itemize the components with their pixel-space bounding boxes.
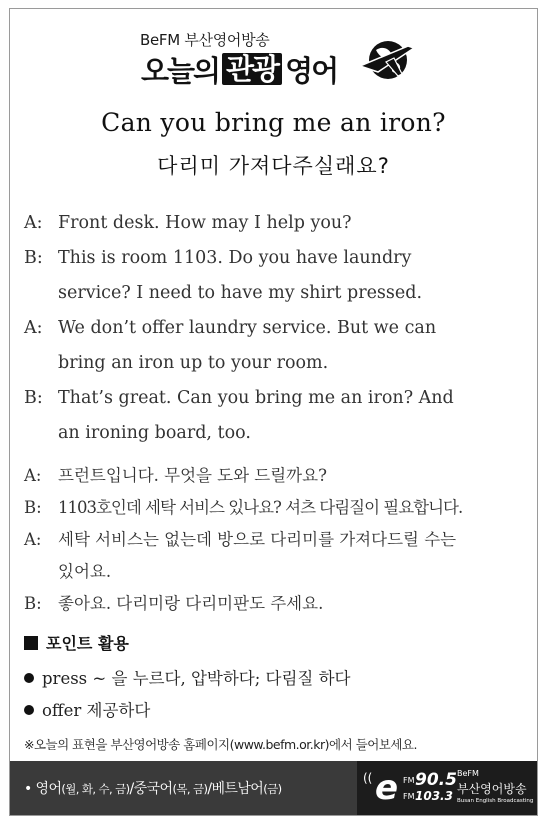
- title-english: Can you bring me an iron?: [101, 108, 446, 137]
- point-item-text: offer 제공하다: [42, 701, 151, 720]
- dialogue-english: [24, 206, 524, 451]
- station-logo: [357, 761, 537, 815]
- point-item: [24, 665, 350, 689]
- speaker-label: B:: [24, 498, 42, 517]
- point-item: [24, 697, 150, 721]
- logo-station-name: BeFM 부산영어방송: [140, 31, 270, 49]
- dialogue-text: That’s great. Can you bring me an iron? And: [58, 388, 454, 408]
- speaker-label: A:: [24, 530, 42, 549]
- logo-station-english: Busan English Broadcasting: [457, 798, 534, 804]
- point-item-text: press ~ 을 누르다, 압박하다; 다림질 하다: [42, 669, 351, 688]
- logo-title-post: 영어: [285, 53, 338, 88]
- dialogue-text: 세탁 서비스는 없는데 방으로 다리미를 가져다드릴 수는: [58, 530, 457, 549]
- broadcast-schedule: [10, 778, 357, 798]
- dialogue-continuation: 있어요.: [58, 562, 112, 581]
- lang-english: 영어: [35, 781, 62, 797]
- dialogue-text: We don’t offer laundry service. But we can: [58, 318, 437, 338]
- fm-label: FM: [403, 792, 415, 801]
- points-heading-text: 포인트 활용: [46, 634, 129, 653]
- bullet-dot-icon: [24, 673, 34, 683]
- dialogue-continuation: an ironing board, too.: [58, 423, 251, 443]
- dialogue-continuation: bring an iron up to your room.: [58, 353, 329, 373]
- separator: /: [207, 781, 212, 797]
- dialogue-text: Front desk. How may I help you?: [58, 213, 352, 233]
- square-bullet-icon: [24, 636, 38, 650]
- logo-title: [141, 50, 337, 88]
- globe-airplane-icon: [358, 36, 418, 84]
- footer-bullet: •: [24, 781, 32, 797]
- dialogue-line: [24, 381, 524, 416]
- logo-e: e: [375, 768, 399, 808]
- lang-chinese: 중국어: [133, 781, 173, 797]
- logo-title-pre: 오늘의: [141, 53, 220, 88]
- points-heading: [24, 631, 129, 654]
- dialogue-text: This is room 1103. Do you have laundry: [58, 248, 412, 268]
- speaker-label: A:: [24, 466, 42, 485]
- dialogue-line: [24, 492, 524, 524]
- logo-befm: BeFM: [457, 769, 479, 778]
- website-note: ※오늘의 표현을 부산영어방송 홈페이지(www.befm.or.kr)에서 들어보세요.: [24, 737, 417, 752]
- footer-bar: [10, 761, 537, 815]
- title-korean: 다리미 가져다주실래요?: [157, 154, 390, 178]
- dialogue-korean: [24, 460, 524, 620]
- separator: /: [129, 781, 134, 797]
- bullet-dot-icon: [24, 705, 34, 715]
- signal-waves-icon: ((: [363, 771, 373, 785]
- dialogue-continuation: service? I need to have my shirt pressed.: [58, 283, 423, 303]
- dialogue-text: 좋아요. 다리미랑 다리미판도 주세요.: [58, 594, 324, 613]
- dialogue-line: [24, 311, 524, 346]
- speaker-label: B:: [24, 388, 43, 408]
- fm-label: FM: [403, 776, 415, 785]
- dialogue-text: 프런트입니다. 무엇을 도와 드릴까요?: [58, 466, 327, 485]
- logo-station-korean: 부산영어방송: [457, 782, 527, 796]
- frequency-905: 90.5: [415, 770, 457, 790]
- speaker-label: A:: [24, 213, 43, 233]
- frequency-1033: 103.3: [415, 789, 453, 803]
- days-english: (월, 화, 수, 금): [61, 782, 130, 796]
- speaker-label: A:: [24, 318, 43, 338]
- dialogue-line: [24, 460, 524, 492]
- dialogue-line: [24, 524, 524, 556]
- speaker-label: B:: [24, 248, 43, 268]
- dialogue-line: [24, 206, 524, 241]
- dialogue-line: [24, 241, 524, 276]
- logo-title-boxed: 관광: [222, 53, 282, 85]
- dialogue-line: [24, 588, 524, 620]
- lang-vietnamese: 베트남어: [211, 781, 264, 797]
- speaker-label: B:: [24, 594, 42, 613]
- dialogue-text: 1103호인데 세탁 서비스 있나요? 셔츠 다림질이 필요합니다.: [58, 498, 463, 517]
- days-vietnamese: (금): [263, 782, 282, 796]
- days-chinese: (목, 금): [172, 782, 208, 796]
